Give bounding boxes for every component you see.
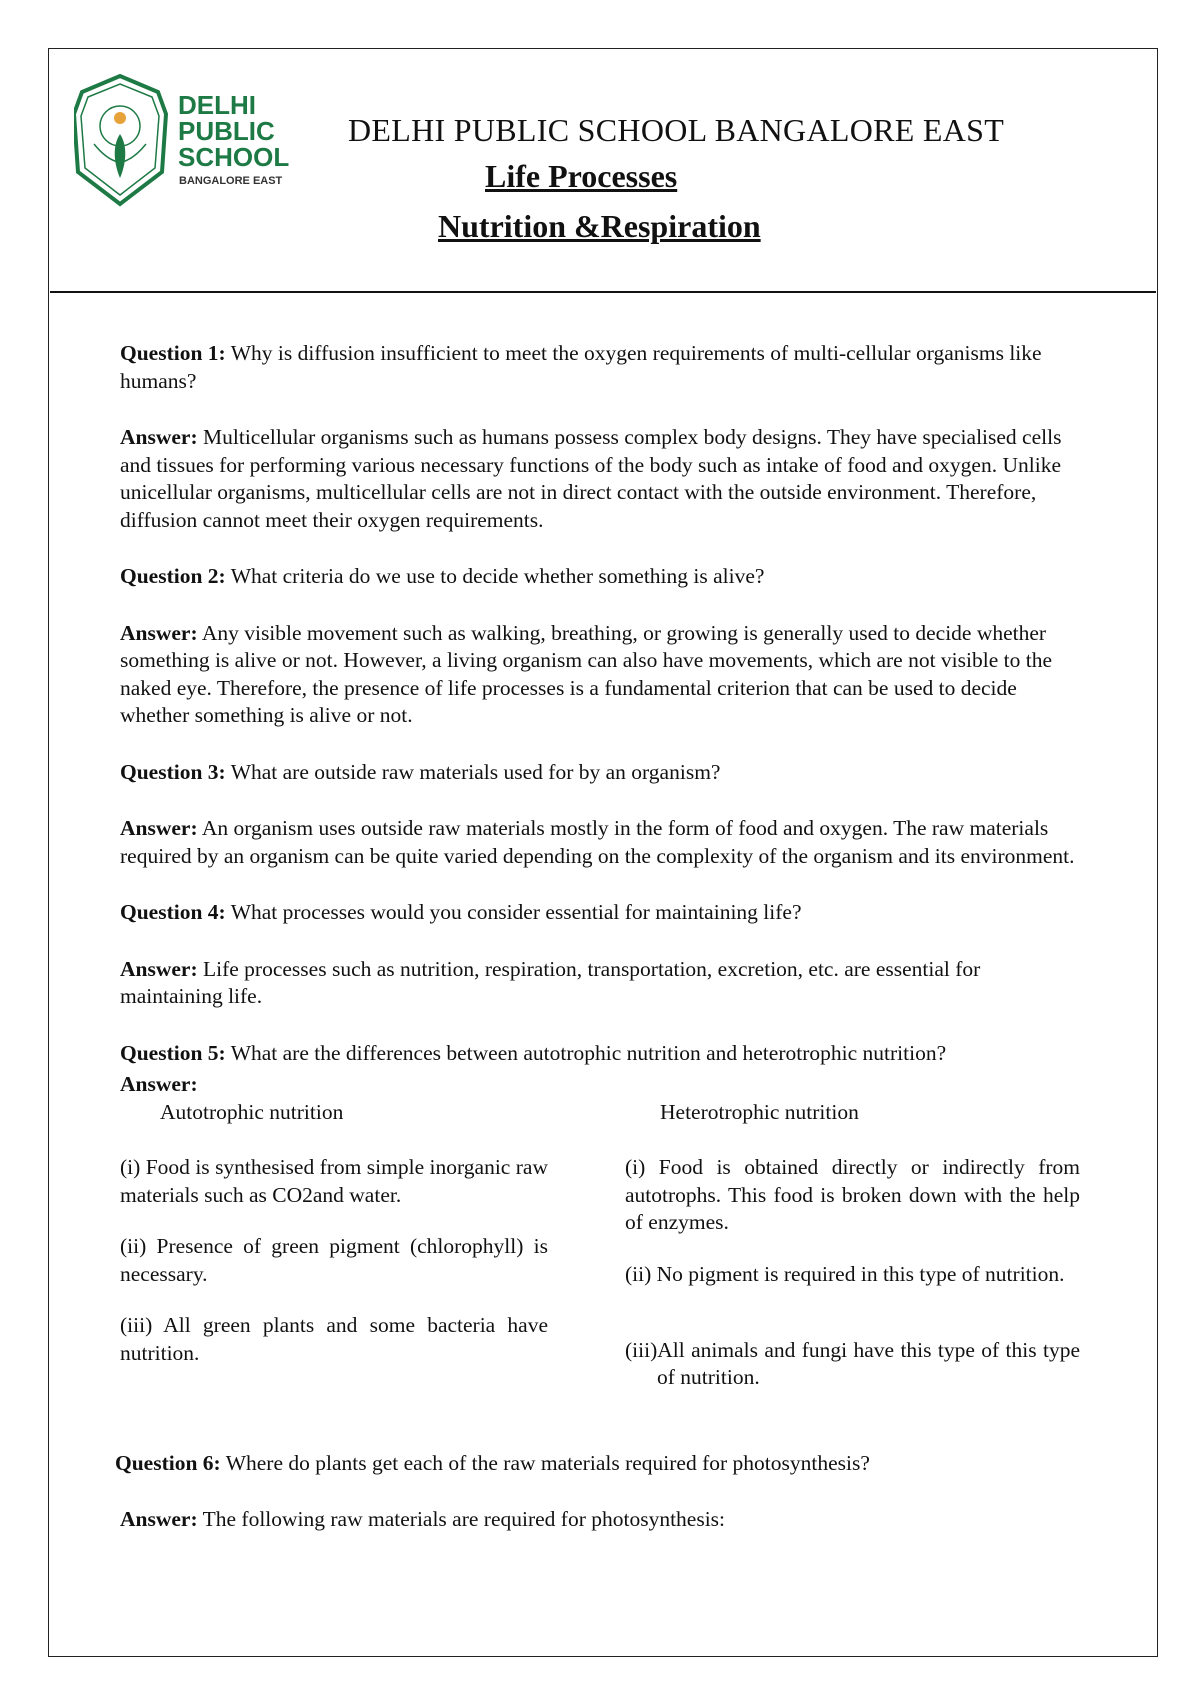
page-subtitle: Nutrition &Respiration — [438, 208, 761, 244]
page-title: Life Processes — [485, 158, 678, 194]
question-5: Question 5: What are the differences between autotrophic nutrition and heterotrophic nutrition? — [120, 1040, 947, 1065]
comparison-cell: (ii) No pigment is required in this type of nutrition. — [625, 1261, 1065, 1286]
answer-2: Answer: Any visible movement such as walking, breathing, or growing is generally used to decide whether something is alive or not. However, a living organism can also have movements, which are not visible to the naked eye. Therefore, the presence of life processes is a fundamental criterion that can be used to decide whether something is alive or not. — [120, 620, 1052, 727]
header-divider — [50, 291, 1156, 293]
comparison-cell: (i) Food is synthesised from simple inorganic raw materials such as CO2and water. — [120, 1155, 548, 1207]
answer-1: Answer: Multicellular organisms such as humans possess complex body designs. They have specialised cells and tissues for performing various necessary functions of the body such as intake of food and oxygen. Unlike unicellular organisms, multicellular cells are not in direct contact with the outside environment. Therefore, diffusion cannot meet their oxygen requirements. — [120, 425, 1062, 532]
answer-5-label: Answer: — [120, 1072, 198, 1096]
answer-6: Answer: The following raw materials are required for photosynthesis: — [120, 1507, 726, 1531]
comparison-cell: (ii) Presence of green pigment (chlorophyll) is necessary. — [120, 1234, 548, 1286]
question-6: Question 6: Where do plants get each of the raw materials required for photosynthesis? — [115, 1450, 870, 1475]
svg-text:DELHI: DELHI — [178, 90, 256, 120]
school-logo — [74, 74, 319, 209]
svg-text:PUBLIC: PUBLIC — [178, 116, 275, 146]
heterotrophic-column — [625, 1099, 1080, 1450]
svg-text:SCHOOL: SCHOOL — [178, 142, 290, 172]
question-3: Question 3: What are outside raw materials used for by an organism? — [120, 759, 721, 784]
column-heading: Heterotrophic nutrition — [660, 1099, 859, 1124]
question-4: Question 4: What processes would you consider essential for maintaining life? — [120, 900, 802, 924]
column-heading: Autotrophic nutrition — [160, 1099, 344, 1124]
autotrophic-column — [120, 1099, 548, 1450]
comparison-cell: (iii) All green plants and some bacteria have nutrition. — [120, 1313, 548, 1365]
school-name: DELHI PUBLIC SCHOOL BANGALORE EAST — [348, 112, 1005, 148]
question-1: Question 1: Why is diffusion insufficient to meet the oxygen requirements of multi-cellular organisms like humans? — [120, 341, 1042, 393]
question-2: Question 2: What criteria do we use to decide whether something is alive? — [120, 564, 765, 588]
svg-text:BANGALORE EAST: BANGALORE EAST — [179, 175, 283, 187]
worksheet-content — [115, 340, 1080, 1563]
comparison-cell: (iii)All animals and fungi have this type of this type of nutrition. — [625, 1337, 1080, 1389]
comparison-cell: (i) Food is obtained directly or indirectly from autotrophs. This food is broken down with the help of enzymes. — [625, 1155, 1080, 1234]
answer-4: Answer: Life processes such as nutrition, respiration, transportation, excretion, etc. are essential for maintaining life. — [120, 956, 981, 1008]
comparison-columns — [120, 1099, 1080, 1450]
answer-3: Answer: An organism uses outside raw materials mostly in the form of food and oxygen. The raw materials required by an organism can be quite varied depending on the complexity of the organism and its environment. — [120, 816, 1075, 868]
